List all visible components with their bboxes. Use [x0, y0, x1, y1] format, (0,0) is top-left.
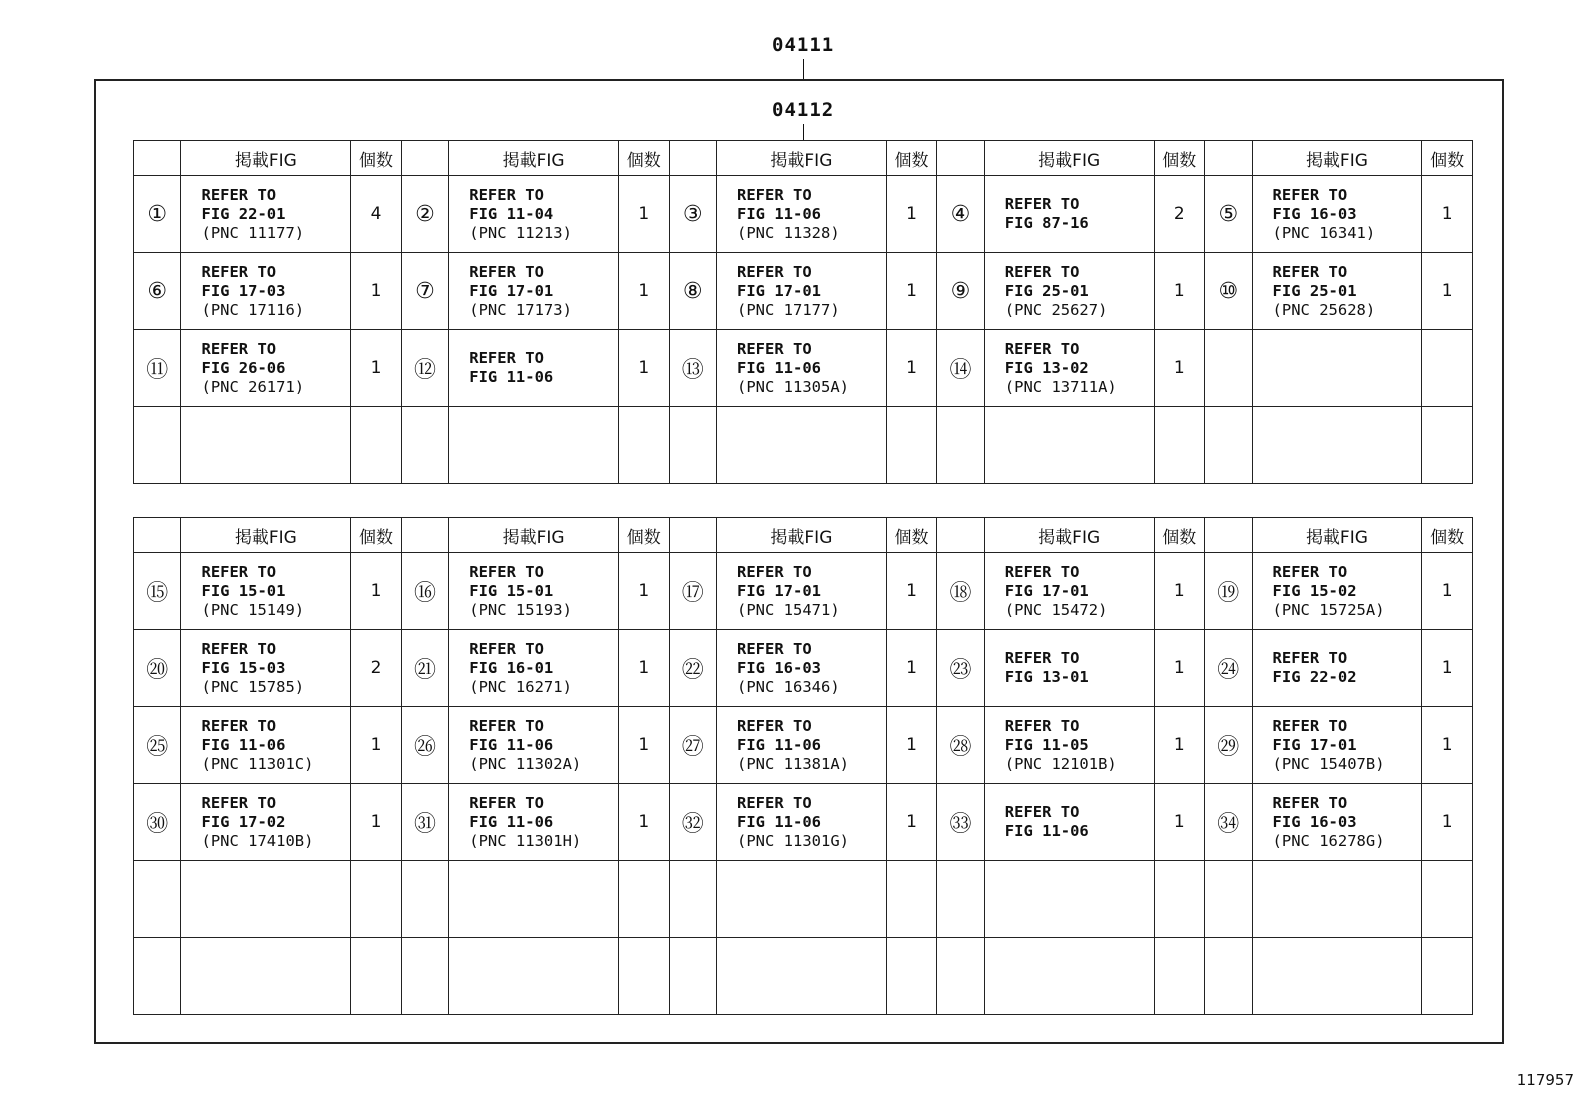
callout-number: ⑥: [134, 253, 181, 330]
callout-number: ⑮: [134, 553, 181, 630]
fig-reference: [181, 707, 351, 784]
refer-to-text: REFER TO: [469, 562, 544, 581]
callout-number: ㉞: [1205, 784, 1252, 861]
refer-to-text: REFER TO: [737, 562, 812, 581]
figure-id: 117957: [1516, 1071, 1574, 1089]
quantity: [1422, 861, 1473, 938]
table-row: [134, 330, 1473, 407]
table-row: [134, 176, 1473, 253]
callout-number: ③: [669, 176, 716, 253]
quantity: [351, 861, 402, 938]
fig-reference: [717, 330, 887, 407]
fig-reference: [1252, 784, 1422, 861]
callout-number: ㉜: [669, 784, 716, 861]
fig-reference: [449, 407, 619, 484]
fig-number: FIG 15-01: [469, 581, 554, 600]
header-blank: [669, 141, 716, 176]
quantity: [1422, 330, 1473, 407]
quantity: 1: [351, 253, 402, 330]
fig-reference: [449, 784, 619, 861]
fig-reference: [717, 553, 887, 630]
callout-number: ⑧: [669, 253, 716, 330]
pnc-code: (PNC 13711A): [1004, 377, 1117, 396]
quantity: 1: [886, 707, 937, 784]
header-qty: 個数: [886, 518, 937, 553]
fig-reference: [1252, 330, 1422, 407]
callout-number: [1205, 938, 1252, 1015]
quantity: 1: [351, 553, 402, 630]
pnc-code: (PNC 25627): [1004, 300, 1108, 319]
fig-reference: [717, 707, 887, 784]
header-fig: 掲載FIG: [449, 518, 619, 553]
fig-reference: [717, 784, 887, 861]
refer-to-text: REFER TO: [1272, 793, 1348, 812]
callout-number: [134, 861, 181, 938]
pnc-code: (PNC 16278G): [1272, 831, 1385, 850]
callout-number: ㉑: [401, 630, 448, 707]
fig-number: FIG 15-01: [201, 581, 286, 600]
callout-number: [1205, 407, 1252, 484]
fig-number: FIG 16-03: [1272, 204, 1357, 223]
quantity: 1: [1422, 176, 1473, 253]
refer-to-text: REFER TO: [469, 185, 544, 204]
refer-to-text: REFER TO: [737, 716, 812, 735]
refer-to-text: REFER TO: [1004, 262, 1080, 281]
refer-to-text: REFER TO: [1272, 262, 1348, 281]
callout-number: ㉝: [937, 784, 984, 861]
fig-reference: [181, 938, 351, 1015]
pnc-code: (PNC 12101B): [1004, 754, 1117, 773]
fig-number: FIG 17-01: [737, 581, 822, 600]
fig-number: FIG 11-06: [1004, 822, 1089, 840]
callout-number: ⑱: [937, 553, 984, 630]
fig-number: FIG 17-03: [201, 281, 286, 300]
header-fig: 掲載FIG: [449, 141, 619, 176]
quantity: 1: [1154, 630, 1205, 707]
fig-reference: [717, 407, 887, 484]
fig-reference: [1252, 938, 1422, 1015]
quantity: [1422, 938, 1473, 1015]
callout-number: [1205, 861, 1252, 938]
quantity: [619, 407, 670, 484]
table-row: [134, 630, 1473, 707]
fig-reference: [181, 330, 351, 407]
leader-line-outer: [803, 59, 804, 79]
fig-reference: [717, 938, 887, 1015]
fig-number: FIG 17-01: [469, 281, 554, 300]
callout-number: ⑤: [1205, 176, 1252, 253]
quantity: [351, 938, 402, 1015]
header-blank: [134, 518, 181, 553]
pnc-code: (PNC 11213): [469, 223, 572, 242]
refer-to-text: REFER TO: [469, 716, 544, 735]
refer-to-text: REFER TO: [1004, 195, 1080, 213]
quantity: [619, 938, 670, 1015]
quantity: 1: [619, 707, 670, 784]
fig-number: FIG 16-03: [1272, 812, 1357, 831]
fig-reference: [449, 938, 619, 1015]
refer-to-text: REFER TO: [1004, 803, 1080, 821]
pnc-code: (PNC 15193): [469, 600, 572, 619]
pnc-code: (PNC 16341): [1272, 223, 1376, 242]
quantity: [886, 938, 937, 1015]
quantity: [886, 861, 937, 938]
callout-number: ㉙: [1205, 707, 1252, 784]
callout-number: ㉚: [134, 784, 181, 861]
fig-reference: [717, 630, 887, 707]
header-fig: 掲載FIG: [181, 518, 351, 553]
refer-to-text: REFER TO: [201, 562, 277, 581]
callout-number: ⑳: [134, 630, 181, 707]
refer-to-text: REFER TO: [1004, 649, 1080, 667]
quantity: [1422, 407, 1473, 484]
quantity: 1: [1154, 784, 1205, 861]
header-qty: 個数: [1422, 518, 1473, 553]
header-fig: 掲載FIG: [717, 141, 887, 176]
quantity: [351, 407, 402, 484]
refer-to-text: REFER TO: [201, 639, 277, 658]
refer-to-text: REFER TO: [737, 339, 812, 358]
pnc-code: (PNC 11305A): [737, 377, 849, 396]
pnc-code: (PNC 11302A): [469, 754, 582, 773]
table-header-row: [134, 141, 1473, 176]
callout-number: ㉖: [401, 707, 448, 784]
fig-reference: [181, 861, 351, 938]
callout-number: [401, 407, 448, 484]
callout-number: [937, 861, 984, 938]
callout-number: ㉘: [937, 707, 984, 784]
assembly-label-inner: 04112: [772, 99, 835, 121]
fig-number: FIG 15-02: [1272, 581, 1357, 600]
header-fig: 掲載FIG: [984, 141, 1154, 176]
fig-reference: [181, 253, 351, 330]
refer-to-text: REFER TO: [1272, 185, 1348, 204]
fig-number: FIG 11-06: [201, 735, 286, 754]
fig-reference: [984, 707, 1154, 784]
pnc-code: (PNC 15471): [737, 600, 840, 619]
callout-number: ㉔: [1205, 630, 1252, 707]
refer-to-text: REFER TO: [1004, 716, 1080, 735]
quantity: 1: [886, 630, 937, 707]
quantity: [1154, 407, 1205, 484]
callout-number: [669, 407, 716, 484]
fig-reference: [1252, 630, 1422, 707]
refer-to-text: REFER TO: [201, 339, 277, 358]
pnc-code: (PNC 26171): [201, 377, 305, 396]
fig-reference: [1252, 553, 1422, 630]
callout-number: ⑪: [134, 330, 181, 407]
fig-reference: [449, 630, 619, 707]
parts-reference-table-2: [133, 517, 1473, 1015]
fig-reference: [449, 330, 619, 407]
header-fig: 掲載FIG: [1252, 518, 1422, 553]
header-blank: [937, 141, 984, 176]
callout-number: ⑨: [937, 253, 984, 330]
callout-number: ㉗: [669, 707, 716, 784]
pnc-code: (PNC 11301C): [201, 754, 314, 773]
pnc-code: (PNC 11177): [201, 223, 305, 242]
callout-number: ㉓: [937, 630, 984, 707]
fig-reference: [1252, 253, 1422, 330]
table-row: [134, 938, 1473, 1015]
fig-reference: [984, 407, 1154, 484]
fig-number: FIG 13-01: [1004, 668, 1089, 686]
refer-to-text: REFER TO: [737, 793, 812, 812]
pnc-code: (PNC 16346): [737, 677, 840, 696]
callout-number: [401, 861, 448, 938]
assembly-label-outer: 04111: [772, 34, 835, 56]
header-fig: 掲載FIG: [717, 518, 887, 553]
refer-to-text: REFER TO: [469, 793, 544, 812]
pnc-code: (PNC 11381A): [737, 754, 849, 773]
fig-number: FIG 16-03: [737, 658, 822, 677]
callout-number: ㉛: [401, 784, 448, 861]
refer-to-text: REFER TO: [737, 639, 812, 658]
quantity: 2: [1154, 176, 1205, 253]
fig-reference: [181, 784, 351, 861]
header-qty: 個数: [886, 141, 937, 176]
refer-to-text: REFER TO: [201, 716, 277, 735]
fig-number: FIG 11-06: [737, 358, 822, 377]
fig-number: FIG 16-01: [469, 658, 554, 677]
quantity: [1154, 938, 1205, 1015]
fig-reference: [181, 630, 351, 707]
header-blank: [401, 518, 448, 553]
fig-number: FIG 25-01: [1004, 281, 1089, 300]
pnc-code: (PNC 15407B): [1272, 754, 1385, 773]
fig-reference: [181, 407, 351, 484]
refer-to-text: REFER TO: [469, 262, 544, 281]
quantity: 1: [619, 553, 670, 630]
fig-number: FIG 25-01: [1272, 281, 1357, 300]
fig-number: FIG 17-02: [201, 812, 286, 831]
fig-number: FIG 11-06: [737, 204, 822, 223]
callout-number: ①: [134, 176, 181, 253]
header-qty: 個数: [1154, 518, 1205, 553]
fig-number: FIG 17-01: [1004, 581, 1089, 600]
quantity: 1: [1422, 707, 1473, 784]
callout-number: [1205, 330, 1252, 407]
quantity: 1: [351, 784, 402, 861]
quantity: 1: [619, 253, 670, 330]
pnc-code: (PNC 11301H): [469, 831, 582, 850]
callout-number: ⑬: [669, 330, 716, 407]
callout-number: ⑫: [401, 330, 448, 407]
pnc-code: (PNC 15149): [201, 600, 305, 619]
table-header-row: [134, 518, 1473, 553]
callout-number: ⑯: [401, 553, 448, 630]
callout-number: [134, 938, 181, 1015]
fig-number: FIG 17-01: [737, 281, 822, 300]
quantity: [619, 861, 670, 938]
callout-number: ㉒: [669, 630, 716, 707]
refer-to-text: REFER TO: [1004, 562, 1080, 581]
quantity: 1: [886, 553, 937, 630]
pnc-code: (PNC 16271): [469, 677, 572, 696]
pnc-code: (PNC 11301G): [737, 831, 849, 850]
fig-number: FIG 11-06: [737, 735, 822, 754]
callout-number: ⑲: [1205, 553, 1252, 630]
header-blank: [134, 141, 181, 176]
quantity: 4: [351, 176, 402, 253]
quantity: 1: [619, 784, 670, 861]
callout-number: [937, 938, 984, 1015]
refer-to-text: REFER TO: [737, 262, 812, 281]
pnc-code: (PNC 25628): [1272, 300, 1376, 319]
quantity: 1: [351, 707, 402, 784]
quantity: [1154, 861, 1205, 938]
header-fig: 掲載FIG: [984, 518, 1154, 553]
refer-to-text: REFER TO: [201, 262, 277, 281]
quantity: 1: [886, 253, 937, 330]
fig-number: FIG 15-03: [201, 658, 286, 677]
pnc-code: (PNC 17177): [737, 300, 840, 319]
header-blank: [669, 518, 716, 553]
callout-number: ⑦: [401, 253, 448, 330]
fig-reference: [449, 707, 619, 784]
callout-number: ⑰: [669, 553, 716, 630]
quantity: 1: [1154, 707, 1205, 784]
header-fig: 掲載FIG: [1252, 141, 1422, 176]
fig-number: FIG 11-06: [737, 812, 822, 831]
fig-number: FIG 11-04: [469, 204, 554, 223]
quantity: 1: [619, 630, 670, 707]
quantity: 1: [1154, 553, 1205, 630]
refer-to-text: REFER TO: [737, 185, 812, 204]
fig-reference: [449, 861, 619, 938]
quantity: 1: [619, 330, 670, 407]
quantity: 1: [886, 330, 937, 407]
callout-number: [937, 407, 984, 484]
quantity: 1: [1422, 784, 1473, 861]
callout-number: [401, 938, 448, 1015]
refer-to-text: REFER TO: [201, 185, 277, 204]
fig-number: FIG 11-05: [1004, 735, 1089, 754]
quantity: 2: [351, 630, 402, 707]
table-row: [134, 861, 1473, 938]
header-qty: 個数: [351, 518, 402, 553]
header-blank: [937, 518, 984, 553]
header-blank: [401, 141, 448, 176]
header-qty: 個数: [1154, 141, 1205, 176]
quantity: 1: [351, 330, 402, 407]
callout-number: ⑩: [1205, 253, 1252, 330]
fig-reference: [984, 176, 1154, 253]
fig-reference: [449, 553, 619, 630]
quantity: 1: [886, 176, 937, 253]
leader-line-inner: [803, 124, 804, 140]
fig-number: FIG 26-06: [201, 358, 286, 377]
callout-number: ②: [401, 176, 448, 253]
header-fig: 掲載FIG: [181, 141, 351, 176]
callout-number: [669, 938, 716, 1015]
refer-to-text: REFER TO: [469, 349, 544, 367]
quantity: 1: [1154, 253, 1205, 330]
fig-reference: [984, 630, 1154, 707]
header-qty: 個数: [619, 141, 670, 176]
fig-reference: [717, 176, 887, 253]
fig-reference: [449, 176, 619, 253]
fig-reference: [984, 253, 1154, 330]
refer-to-text: REFER TO: [1004, 339, 1080, 358]
table-row: [134, 784, 1473, 861]
refer-to-text: REFER TO: [201, 793, 277, 812]
fig-reference: [984, 330, 1154, 407]
fig-reference: [181, 553, 351, 630]
pnc-code: (PNC 15472): [1004, 600, 1108, 619]
quantity: [886, 407, 937, 484]
fig-number: FIG 11-06: [469, 812, 554, 831]
table-row: [134, 707, 1473, 784]
quantity: 1: [1422, 553, 1473, 630]
pnc-code: (PNC 11328): [737, 223, 840, 242]
fig-reference: [717, 253, 887, 330]
fig-number: FIG 22-02: [1272, 668, 1357, 686]
table-row: [134, 553, 1473, 630]
table-row: [134, 253, 1473, 330]
quantity: 1: [1154, 330, 1205, 407]
fig-reference: [984, 784, 1154, 861]
callout-number: [134, 407, 181, 484]
pnc-code: (PNC 17116): [201, 300, 305, 319]
refer-to-text: REFER TO: [1272, 649, 1348, 667]
quantity: 1: [619, 176, 670, 253]
callout-number: ⑭: [937, 330, 984, 407]
fig-reference: [181, 176, 351, 253]
fig-number: FIG 87-16: [1004, 214, 1089, 232]
fig-number: FIG 17-01: [1272, 735, 1357, 754]
callout-number: [669, 861, 716, 938]
callout-number: ㉕: [134, 707, 181, 784]
pnc-code: (PNC 17410B): [201, 831, 314, 850]
fig-reference: [984, 938, 1154, 1015]
table-row: [134, 407, 1473, 484]
pnc-code: (PNC 17173): [469, 300, 572, 319]
quantity: 1: [1422, 253, 1473, 330]
header-blank: [1205, 518, 1252, 553]
fig-reference: [984, 553, 1154, 630]
fig-reference: [1252, 707, 1422, 784]
parts-reference-table-1: [133, 140, 1473, 484]
refer-to-text: REFER TO: [469, 639, 544, 658]
fig-reference: [717, 861, 887, 938]
quantity: 1: [886, 784, 937, 861]
pnc-code: (PNC 15725A): [1272, 600, 1385, 619]
pnc-code: (PNC 15785): [201, 677, 305, 696]
fig-number: FIG 22-01: [201, 204, 286, 223]
callout-number: ④: [937, 176, 984, 253]
quantity: 1: [1422, 630, 1473, 707]
refer-to-text: REFER TO: [1272, 716, 1348, 735]
fig-reference: [1252, 176, 1422, 253]
header-qty: 個数: [1422, 141, 1473, 176]
fig-reference: [984, 861, 1154, 938]
fig-number: FIG 11-06: [469, 368, 554, 386]
header-blank: [1205, 141, 1252, 176]
refer-to-text: REFER TO: [1272, 562, 1348, 581]
fig-reference: [1252, 407, 1422, 484]
fig-reference: [449, 253, 619, 330]
fig-number: FIG 11-06: [469, 735, 554, 754]
header-qty: 個数: [619, 518, 670, 553]
fig-reference: [1252, 861, 1422, 938]
fig-number: FIG 13-02: [1004, 358, 1089, 377]
header-qty: 個数: [351, 141, 402, 176]
